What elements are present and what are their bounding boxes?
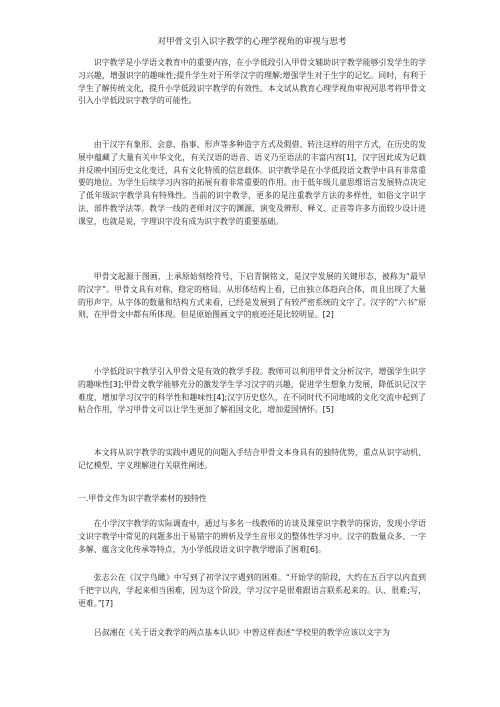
paragraph-intro: 识字教学是小学语文教育中的重要内容，在小学低段引入甲骨文辅助识字教学能够引发学生的学习兴趣，增强识字的趣味性;提升学生对于所学汉字的理解;增强学生对于生字的记忆。同时，有利于学生了解传统文化，提升小学低段识字教学的有效性。本文试从教育心理学视角审视河思考将甲骨文引入小学低段识字教学的可能性。	[78, 58, 426, 106]
paragraph-teaching-effect: 小学低段识字教学引入甲骨文是有效的教学手段。教师可以利用甲骨文分析汉字，增强学生识字的趣味性[3];甲骨文教学能够充分的激发学生学习汉字的兴趣，促进学生想象力发展，降低识记汉字难度，增加学习汉字的科学性和趣味性[4];汉字历史悠久，在不同时代不同地域的文化交流中起到了粘合作用，学习甲骨文可以让学生更加了解祖国文化，增加爱国情怀。[5]	[78, 367, 426, 415]
paragraph-character-background: 由于汉字有象形、会意、指事、形声等多种造字方式及假借、转注这样的用字方式，在历史的发展中蕴藏了大量有关中华文化，有关汉语的语音、语义乃至语法的丰富内容[1]，汉字因此成为记载并反映中国历史文化变迁，具有文化特质的信息载体。识字教学是在小学低段语文教学中具有非常重要的地位。为学生后续学习内容的拓展有着非常重要的作用。由于低年级儿童思维语言发展特点决定了低年级识字教学具有特殊性。当前的识字教学，更多的是注重教学方法的多样性，如俗文字识字法、部件教学法等。教学一线的老师对汉字的渊源、演变及辨形、释义、正音等许多方面较少设计进课堂，也就是说，字理识字没有成为识字教学的重要基础。	[78, 140, 426, 226]
paragraph-lv-shuxiang: 吕叔湘在《关于语文教学的两点基本认识》中曾这样表述“学校里的教学应该以文字为	[93, 628, 390, 637]
document-title: 对甲骨文引入识字教学的心理学视角的审视与思考	[157, 37, 347, 47]
paragraph-zhang-zhigong: 张志公在《汉字鸟瞰》中写到了初学汉字遇到的困难。“开始学的阶段，大约在五百字以内直到千把字以内，学起来相当困难，因为这个阶段，学习汉字是很难跟语言联系起来的。认、很难;写，更难。”[7]	[78, 573, 426, 608]
paragraph-article-scope: 本文将从识字教学的实践中遇见的问题入手结合甲骨文本身具有的独特优势，重点从识字动机、记忆模型、字义理解进行关联性阐述。	[78, 448, 426, 470]
section-heading-1: 一.甲骨文作为识字教学素材的独特性	[78, 494, 207, 503]
paragraph-survey: 在小学汉字教学的实际调查中，通过与多名一线教师的访谈及课堂识字教学的探访，发现小学语文识字教学中常见的问题多出于易错字的辨析及学生音形义的整体性学习中。汉字的数量众多、一字多解、蕴含文化传承等特点，为小学低段语文识字教学增添了困难[6]。	[78, 519, 426, 554]
paragraph-oracle-origin: 甲骨文起源于图画，上承原始刻绘符号，下启青铜铭文，是汉字发展的关键形态，被称为“最早的汉字”。甲骨文具有对称、稳定的格局。从形体结构上看，已由独立体趋向合体，而且出现了大量的形声字。从字体的数量和结构方式来看，已经是发展到了有较严密系统的文字了。汉字的“六书”原则，在甲骨文中都有所体现。但是原始图画文字的痕迹还是比较明显。[2]	[78, 272, 426, 320]
